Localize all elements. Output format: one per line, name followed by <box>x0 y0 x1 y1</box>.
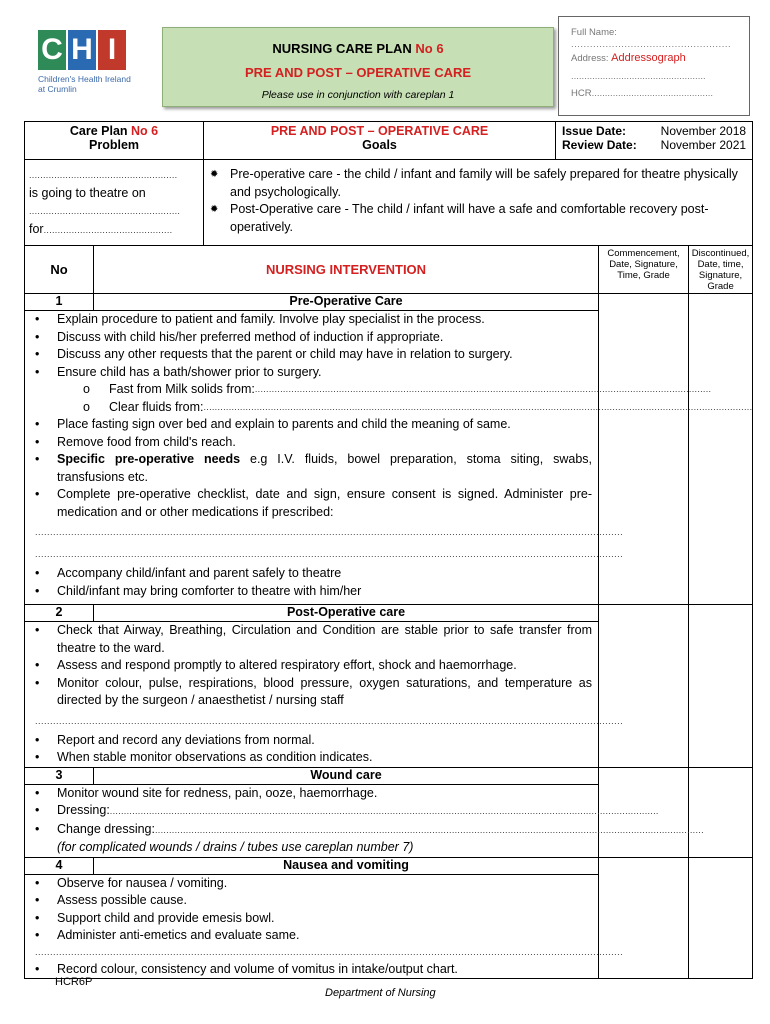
list-item: • Support child and provide emesis bowl. <box>35 910 275 925</box>
discontinued-cell[interactable] <box>689 294 753 605</box>
list-item: • Accompany child/infant and parent safely to theatre <box>35 566 342 580</box>
fill-in-line[interactable]: .................................................................................................................................................................................................... <box>35 549 624 559</box>
discontinued-cell[interactable] <box>689 605 753 768</box>
discontinued-cell[interactable] <box>689 767 753 857</box>
full-name-field[interactable]: ................................................... <box>571 39 732 50</box>
section-number: 1 <box>25 294 94 311</box>
list-item: • Assess possible cause. <box>35 893 187 907</box>
section-number: 3 <box>25 767 94 784</box>
no-column-header: No <box>25 246 94 294</box>
section-title: Post-Operative care <box>94 605 599 622</box>
department-name: Department of Nursing <box>325 987 436 999</box>
section-4-content <box>25 874 624 979</box>
list-item: • Assess and respond promptly to altered respiratory effort, shock and haemorrhage. <box>35 658 517 672</box>
issue-date-value: November 2018 <box>660 124 747 138</box>
section-title: Wound care <box>94 767 599 784</box>
list-item: • Discuss with child his/her preferred method of induction if appropriate. <box>35 329 444 344</box>
section-title: Pre-Operative Care <box>94 294 599 311</box>
list-item: • Monitor wound site for redness, pain, ooze, haemorrhage. <box>35 785 378 800</box>
logo-letter-i: I <box>98 30 126 70</box>
fill-in-line[interactable]: .................................................................................................................................................................................................... <box>35 946 624 957</box>
goal-item: ✹ Pre-operative care - the child / infant and family will be safely prepared for theatre physically and psychologically. <box>210 167 738 199</box>
logo-org-name: Children's Health Ireland <box>38 74 131 84</box>
list-item: • Dressing:.................................................................................................................................................................................................... <box>35 803 659 817</box>
section-2-content <box>25 622 624 768</box>
address-dots: ................................................... <box>571 71 706 82</box>
problem-header: Care Plan No 6 Problem <box>25 122 204 160</box>
list-item: • Remove food from child's reach. <box>35 434 236 449</box>
fill-in-line[interactable]: .................................................................................................................................................................................................... <box>35 527 624 537</box>
discontinued-cell[interactable] <box>689 857 753 979</box>
care-plan-table <box>24 121 753 979</box>
form-code: HCR6P <box>55 976 93 988</box>
sub-list-item: o Fast from Milk solids from: ................................................................................................................................................................... <box>83 382 712 396</box>
list-item: • Ensure child has a bath/shower prior to surgery. <box>35 364 322 379</box>
list-item: • Explain procedure to patient and family. Involve play specialist in the process. <box>35 312 485 326</box>
list-item: • Child/infant may bring comforter to theatre with him/her <box>35 583 362 598</box>
goals-cell <box>204 160 753 246</box>
list-item: • Check that Airway, Breathing, Circulation and Condition are stable prior to safe transfer from theatre to the ward. <box>35 623 593 655</box>
logo-location: at Crumlin <box>38 84 77 94</box>
list-item: • Complete pre-operative checklist, date and sign, ensure consent is signed. Administer pre-medication and or other medications if prescribed: <box>35 487 593 519</box>
list-item: • Change dressing:.................................................................................................................................................................................................... <box>35 821 704 836</box>
header-row <box>25 122 753 160</box>
section-number: 4 <box>25 857 94 874</box>
sub-list-item: o Clear fluids from: .................................................................................................................................................................................................... <box>83 399 753 414</box>
section-1-header <box>25 294 753 311</box>
goal-item: ✹ Post-Operative care - The child / infant will have a safe and comfortable recovery post- operatively. <box>210 202 709 234</box>
patient-details-box <box>558 16 750 116</box>
section-number: 2 <box>25 605 94 622</box>
section-2-header <box>25 605 753 622</box>
issue-date-label: Issue Date: <box>562 124 627 138</box>
list-item: • Monitor colour, pulse, respirations, blood pressure, oxygen saturations, and temperature as directed by the surgeon / anaesthetist / nursing staff <box>35 675 593 707</box>
discontinued-column-header: Discontinued, Date, time, Signature, Grade <box>689 246 753 294</box>
section-title: Nausea and vomiting <box>94 857 599 874</box>
list-item: • Specific pre-operative needs e.g I.V. fluids, bowel preparation, stoma siting, swabs, transfusions etc. <box>35 452 593 484</box>
wound-care-note: (for complicated wounds / drains / tubes use careplan number 7) <box>57 840 414 854</box>
section-3-header <box>25 767 753 784</box>
full-name-label: Full Name: <box>571 27 617 38</box>
dates-header <box>556 122 753 160</box>
section-4-header <box>25 857 753 874</box>
care-plan-note: Please use in conjunction with careplan 1 <box>261 89 455 101</box>
logo-letter-h: H <box>68 30 96 70</box>
column-header-row <box>25 246 753 294</box>
commencement-cell[interactable] <box>599 857 689 979</box>
commencement-column-header: Commencement, Date, Signature, Time, Grade <box>599 246 689 294</box>
commencement-cell[interactable] <box>599 605 689 768</box>
logo-letter-c: C <box>38 30 66 70</box>
care-plan-subtitle: PRE AND POST – OPERATIVE CARE <box>244 65 472 80</box>
section-3-content <box>25 784 704 857</box>
intervention-column-header: NURSING INTERVENTION <box>94 246 599 294</box>
list-item: • When stable monitor observations as condition indicates. <box>35 750 373 764</box>
address-field[interactable]: Address: Addressograph <box>571 52 686 64</box>
problem-cell[interactable]: ..................................................... is going to theatre on ...................................................... for.............................................. <box>25 160 204 246</box>
hcr-field[interactable]: HCR.............................................. <box>571 88 713 99</box>
list-item: • Discuss any other requests that the parent or child may have in relation to surgery. <box>35 347 513 361</box>
goals-header: PRE AND POST – OPERATIVE CARE Goals <box>204 122 556 160</box>
list-item: • Observe for nausea / vomiting. <box>35 875 228 890</box>
review-date-label: Review Date: <box>562 138 637 152</box>
review-date-value: November 2021 <box>660 138 747 152</box>
problem-goals-row <box>25 160 753 246</box>
chi-logo <box>38 30 138 100</box>
title-box <box>162 27 554 107</box>
care-plan-title: NURSING CARE PLAN No 6 <box>272 41 444 56</box>
list-item: • Administer anti-emetics and evaluate same. <box>35 928 300 942</box>
list-item: • Record colour, consistency and volume of vomitus in intake/output chart. <box>35 961 458 976</box>
list-item: • Place fasting sign over bed and explain to parents and child the meaning of same. <box>35 417 511 431</box>
addressograph-value: Addressograph <box>611 52 686 64</box>
section-1-content <box>25 311 753 605</box>
fill-in-line[interactable]: .................................................................................................................................................................................................... <box>35 715 624 726</box>
list-item: • Report and record any deviations from normal. <box>35 732 315 747</box>
